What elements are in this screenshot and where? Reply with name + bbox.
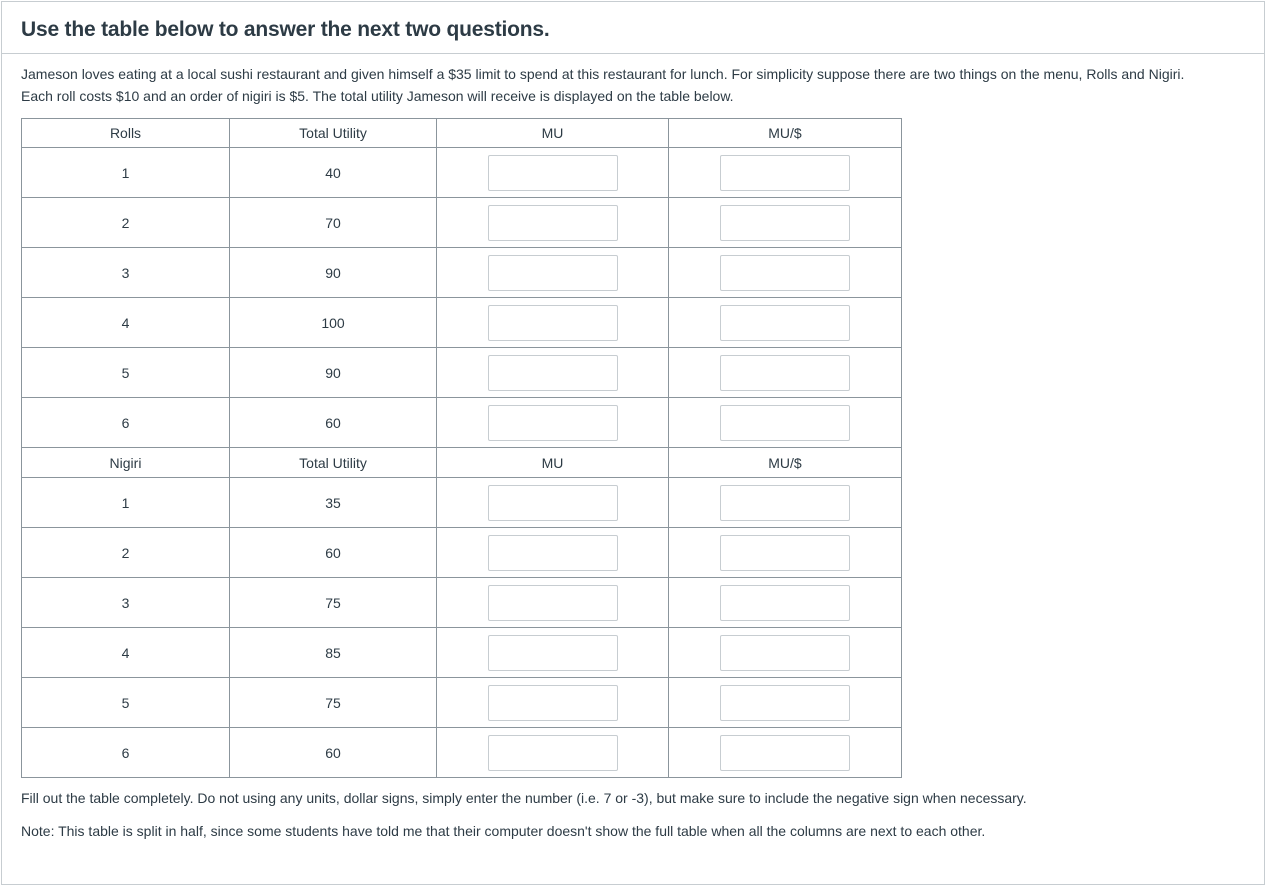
table-row — [22, 578, 902, 628]
table-row — [22, 678, 902, 728]
rolls-total-utility: 90 — [230, 348, 437, 398]
rolls-qty: 6 — [22, 398, 230, 448]
heading-divider — [1, 53, 1265, 54]
nigiri-total-utility: 60 — [230, 728, 437, 778]
rolls-header-row — [22, 119, 902, 148]
rolls-qty: 2 — [22, 198, 230, 248]
nigiri-total-utility: 75 — [230, 678, 437, 728]
question-heading: Use the table below to answer the next two questions. — [21, 18, 550, 41]
rolls-mu-input[interactable] — [488, 405, 618, 441]
rolls-mu-input[interactable] — [488, 255, 618, 291]
rolls-mu-per-dollar-input[interactable] — [720, 305, 850, 341]
header-mu: MU — [437, 119, 669, 148]
rolls-mu-per-dollar-input[interactable] — [720, 255, 850, 291]
rolls-qty: 4 — [22, 298, 230, 348]
question-intro — [21, 63, 1256, 107]
nigiri-qty: 1 — [22, 478, 230, 528]
table-row — [22, 348, 902, 398]
intro-line-1: Jameson loves eating at a local sushi restaurant and given himself a $35 limit to spend at this restaurant for lunch. For simplicity suppose there are two things on the menu, Rolls and Nigiri. — [21, 66, 1185, 82]
nigiri-qty: 4 — [22, 628, 230, 678]
nigiri-mu-input[interactable] — [488, 735, 618, 771]
rolls-total-utility: 40 — [230, 148, 437, 198]
rolls-mu-per-dollar-input[interactable] — [720, 355, 850, 391]
nigiri-total-utility: 35 — [230, 478, 437, 528]
rolls-qty: 5 — [22, 348, 230, 398]
table-row — [22, 148, 902, 198]
table-row — [22, 728, 902, 778]
nigiri-header-row — [22, 448, 902, 478]
nigiri-qty: 2 — [22, 528, 230, 578]
nigiri-qty: 3 — [22, 578, 230, 628]
rolls-qty: 1 — [22, 148, 230, 198]
nigiri-mu-per-dollar-input[interactable] — [720, 635, 850, 671]
header-total-utility: Total Utility — [230, 119, 437, 148]
header-total-utility: Total Utility — [230, 448, 437, 478]
split-note-text: Note: This table is split in half, since some students have told me that their computer doesn't show the full table when all the columns are next to each other. — [21, 823, 986, 839]
nigiri-mu-per-dollar-input[interactable] — [720, 735, 850, 771]
instruction-text: Fill out the table completely. Do not using any units, dollar signs, simply enter the number (i.e. 7 or -3), but make sure to include the negative sign when necessary. — [21, 790, 1027, 806]
utility-table — [21, 118, 902, 778]
rolls-total-utility: 100 — [230, 298, 437, 348]
rolls-total-utility: 70 — [230, 198, 437, 248]
nigiri-mu-per-dollar-input[interactable] — [720, 585, 850, 621]
table-row — [22, 198, 902, 248]
table-row — [22, 628, 902, 678]
table-row — [22, 398, 902, 448]
header-mu-per-dollar: MU/$ — [669, 119, 902, 148]
table-row — [22, 248, 902, 298]
rolls-mu-per-dollar-input[interactable] — [720, 205, 850, 241]
rolls-qty: 3 — [22, 248, 230, 298]
nigiri-mu-per-dollar-input[interactable] — [720, 535, 850, 571]
table-row — [22, 298, 902, 348]
rolls-mu-input[interactable] — [488, 155, 618, 191]
rolls-total-utility: 60 — [230, 398, 437, 448]
table-row — [22, 478, 902, 528]
rolls-mu-per-dollar-input[interactable] — [720, 155, 850, 191]
nigiri-qty: 5 — [22, 678, 230, 728]
nigiri-mu-input[interactable] — [488, 585, 618, 621]
table-row — [22, 528, 902, 578]
header-mu-per-dollar: MU/$ — [669, 448, 902, 478]
nigiri-mu-input[interactable] — [488, 635, 618, 671]
rolls-mu-input[interactable] — [488, 355, 618, 391]
nigiri-total-utility: 85 — [230, 628, 437, 678]
rolls-mu-per-dollar-input[interactable] — [720, 405, 850, 441]
rolls-mu-input[interactable] — [488, 205, 618, 241]
nigiri-mu-per-dollar-input[interactable] — [720, 685, 850, 721]
header-rolls: Rolls — [22, 119, 230, 148]
nigiri-mu-input[interactable] — [488, 485, 618, 521]
header-mu: MU — [437, 448, 669, 478]
nigiri-qty: 6 — [22, 728, 230, 778]
rolls-mu-input[interactable] — [488, 305, 618, 341]
nigiri-mu-input[interactable] — [488, 535, 618, 571]
nigiri-total-utility: 75 — [230, 578, 437, 628]
header-nigiri: Nigiri — [22, 448, 230, 478]
nigiri-mu-input[interactable] — [488, 685, 618, 721]
nigiri-total-utility: 60 — [230, 528, 437, 578]
nigiri-mu-per-dollar-input[interactable] — [720, 485, 850, 521]
intro-line-2: Each roll costs $10 and an order of nigiri is $5. The total utility Jameson will receive is displayed on the table below. — [21, 88, 734, 104]
rolls-total-utility: 90 — [230, 248, 437, 298]
